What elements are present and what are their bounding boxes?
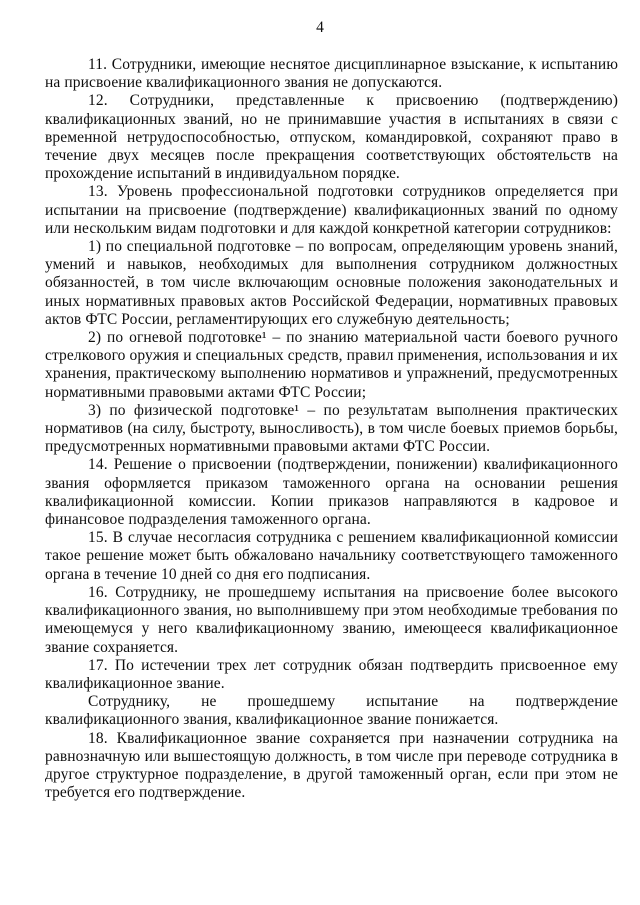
paragraph-17: 17. По истечении трех лет сотрудник обязан подтвердить присвоенное ему квалификационное звание. <box>45 656 618 692</box>
paragraph-14: 14. Решение о присвоении (подтверждении, понижении) квалификационного звания оформляется приказом таможенного органа на основании решения квалификационной комиссии. Копии приказов направляются в кадровое и финансовое подразделения таможенного органа. <box>45 456 618 529</box>
paragraph-13-sub3: 3) по физической подготовке¹ – по результатам выполнения практических нормативов (на силу, быстроту, выносливость), в том числе боевых приемов борьбы, предусмотренных нормативными правовыми актами ФТС России. <box>45 401 618 456</box>
document-body <box>45 56 618 802</box>
paragraph-13-sub2: 2) по огневой подготовке¹ – по знанию материальной части боевого ручного стрелкового оружия и специальных средств, правил применения, использования и их хранения, практическому выполнению нормативов и упражнений, предусмотренных нормативными правовыми актами ФТС России; <box>45 329 618 401</box>
page-number: 4 <box>316 19 324 36</box>
paragraph-11: 11. Сотрудники, имеющие неснятое дисциплинарное взыскание, к испытанию на присвоение квалификационного звания не допускаются. <box>45 56 618 92</box>
paragraph-15: 15. В случае несогласия сотрудника с решением квалификационной комиссии такое решение может быть обжаловано начальнику соответствующего таможенного органа в течение 10 дней со дня его подписания. <box>45 529 618 583</box>
paragraph-18: 18. Квалификационное звание сохраняется при назначении сотрудника на равнозначную или вышестоящую должность, в том числе при переводе сотрудника в другое структурное подразделение, в другой таможенный орган, если при этом не требуется его подтверждение. <box>45 729 618 802</box>
paragraph-12: 12. Сотрудники, представленные к присвоению (подтверждению) квалификационных званий, но не принимавшие участия в испытаниях в связи с временной нетрудоспособностью, отпуском, командировкой, сохраняют право в течение двух месяцев после прекращения соответствующих обстоятельств на прохождение испытаний в индивидуальном порядке. <box>45 92 618 183</box>
paragraph-17-cont: Сотруднику, не прошедшему испытание на подтверждение квалификационного звания, квалификационное звание понижается. <box>45 693 618 729</box>
paragraph-13: 13. Уровень профессиональной подготовки сотрудников определяется при испытании на присвоение (подтверждение) квалификационных званий по одному или нескольким видам подготовки и для каждой конкретной категории сотрудников: <box>45 183 618 237</box>
paragraph-16: 16. Сотруднику, не прошедшему испытания на присвоение более высокого квалификационного звания, но выполнившему при этом необходимые требования по имеющемуся у него квалификационному званию, имеющееся квалификационное звание сохраняется. <box>45 583 618 656</box>
paragraph-13-sub1: 1) по специальной подготовке – по вопросам, определяющим уровень знаний, умений и навыков, необходимых для выполнения сотрудником должностных обязанностей, в том числе включающим основные положения законодательных и иных нормативных правовых актов Российской Федерации, нормативных правовых актов ФТС России, регламентирующих его служебную деятельность; <box>45 238 618 328</box>
